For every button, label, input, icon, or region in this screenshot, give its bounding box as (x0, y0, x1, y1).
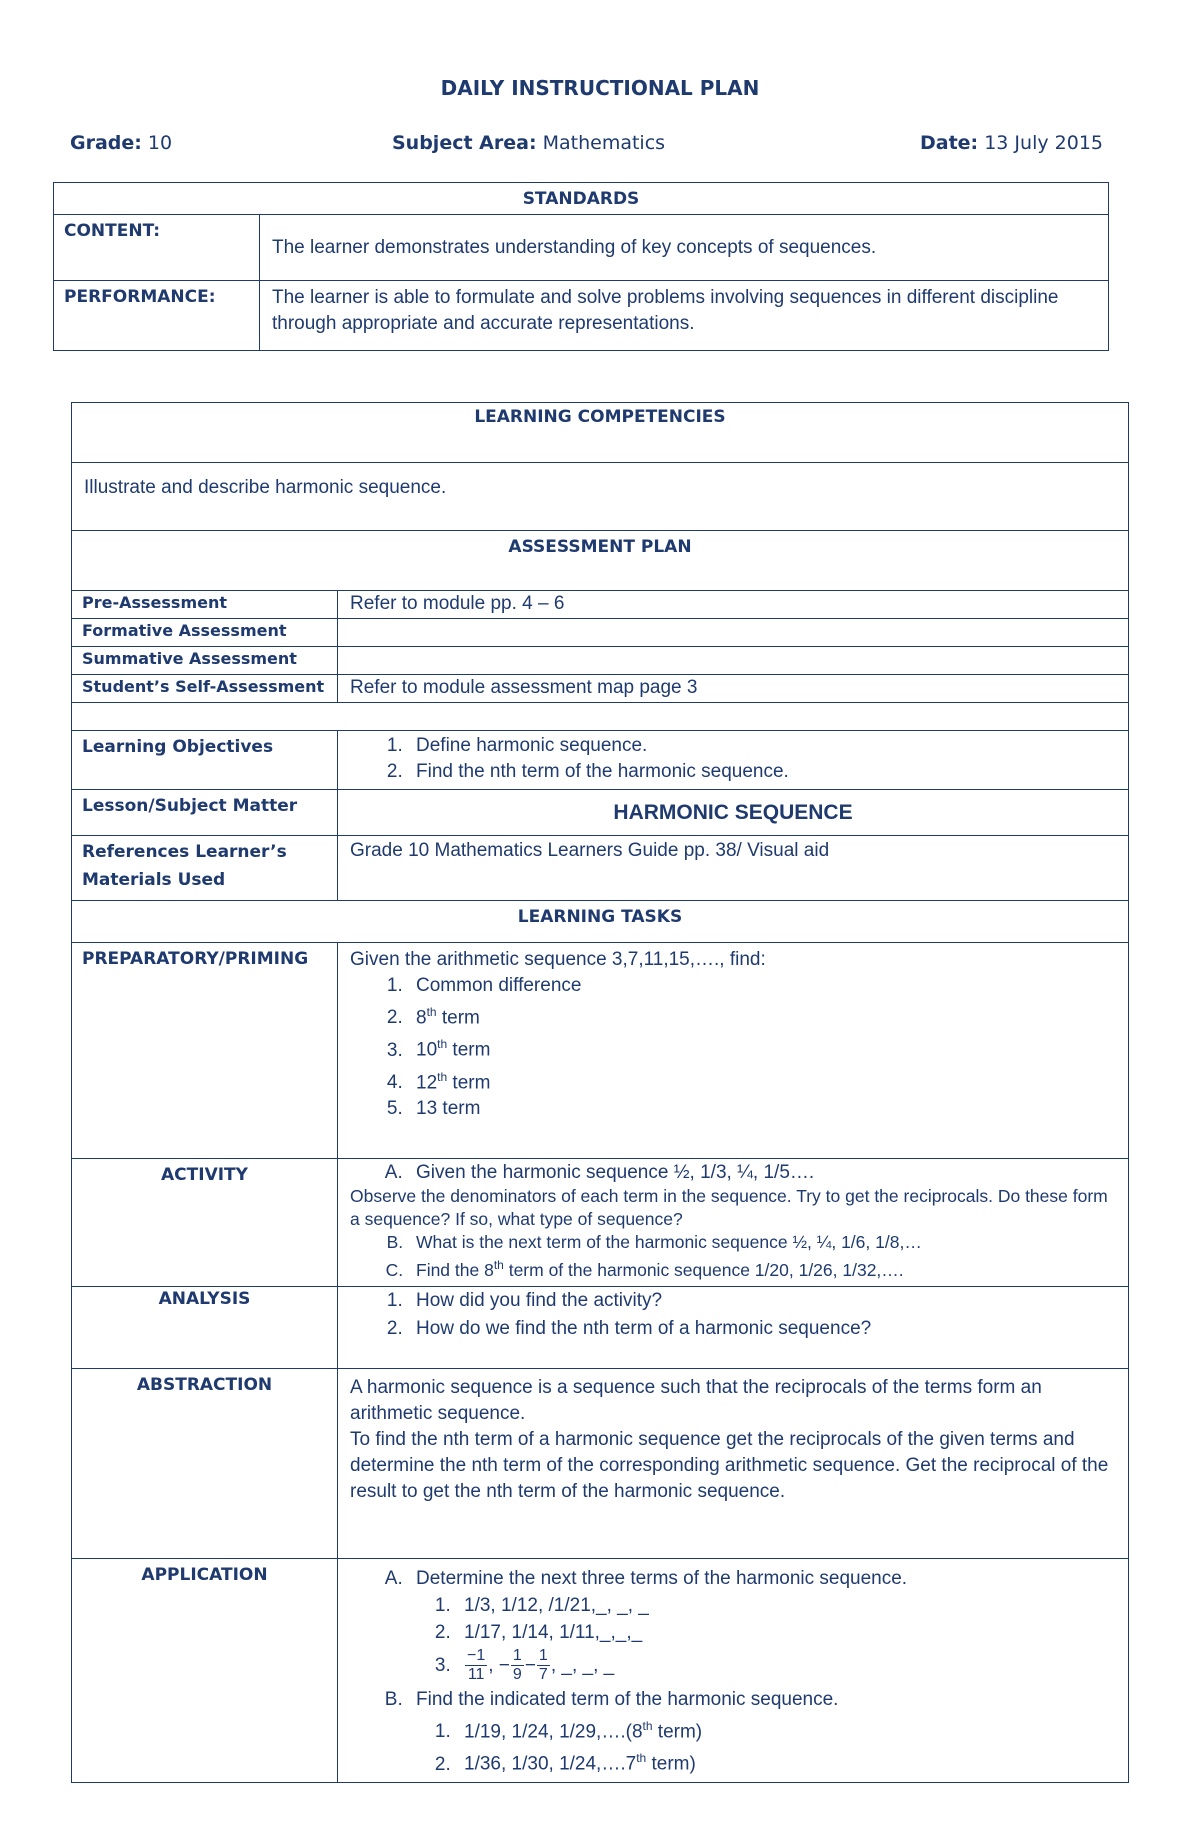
fraction-denominator: 9 (512, 1666, 522, 1684)
application-list (350, 1565, 1116, 1778)
plan-table (71, 402, 1129, 1783)
application-item-text: Determine the next three terms of the harmonic sequence. (416, 1568, 908, 1589)
fraction-tail: , _, _, _ (550, 1655, 615, 1676)
performance-text: The learner is able to formulate and solve problems involving sequences in different discipline through appropriate and accurate representations. (260, 281, 1109, 351)
objectives-list (338, 733, 1116, 785)
application-subitem (456, 1713, 1116, 1745)
ordinal-suffix: th (493, 1258, 504, 1272)
application-cell (338, 1559, 1129, 1783)
fraction (511, 1647, 524, 1684)
self-assessment-label: Student’s Self-Assessment (72, 675, 338, 703)
pre-assessment-value: Refer to module pp. 4 – 6 (338, 591, 1129, 619)
ordinal-suffix: th (642, 1719, 653, 1733)
application-subitem-text: 1/19, 1/24, 1/29,….(8 (464, 1721, 643, 1743)
fraction-separator: − (524, 1655, 536, 1676)
preparatory-intro: Given the arithmetic sequence 3,7,11,15,…., find: (350, 949, 766, 970)
ordinal-suffix: th (437, 1037, 448, 1052)
preparatory-item (408, 973, 1116, 999)
preparatory-item (408, 1031, 1116, 1063)
application-subitem: 2. 1/17, 1/14, 1/11,_,_,_ (456, 1619, 1116, 1646)
preparatory-item-text: term (447, 1039, 491, 1061)
preparatory-item (408, 1096, 1116, 1122)
preparatory-item-text: 12 (416, 1071, 438, 1093)
fraction-denominator: 11 (467, 1666, 485, 1684)
content-label: CONTENT: (54, 215, 260, 281)
application-label: APPLICATION (72, 1559, 338, 1783)
formative-assessment-label: Formative Assessment (72, 619, 338, 647)
abstraction-label: ABSTRACTION (72, 1369, 338, 1559)
references-label: References Learner’s Materials Used (72, 836, 338, 901)
application-subitem-text: term) (646, 1753, 696, 1775)
preparatory-cell (338, 943, 1129, 1159)
formative-assessment-value (338, 619, 1129, 647)
abstraction-paragraph: A harmonic sequence is a sequence such that the reciprocals of the terms form an arithmetic sequence. (350, 1377, 1042, 1424)
abstraction-cell (338, 1369, 1129, 1559)
activity-cell (338, 1159, 1129, 1287)
performance-label: PERFORMANCE: (54, 281, 260, 351)
application-item-b (408, 1686, 1116, 1778)
pre-assessment-label: Pre-Assessment (72, 591, 338, 619)
objective-item: 1. Define harmonic sequence. (408, 733, 1116, 759)
spacer-row (72, 703, 1129, 731)
analysis-item: 1. How did you find the activity? (408, 1287, 1116, 1315)
subject-field (392, 132, 665, 154)
preparatory-item (408, 1064, 1116, 1096)
preparatory-label: PREPARATORY/PRIMING (72, 943, 338, 1159)
page-title: DAILY INSTRUCTIONAL PLAN (440, 76, 760, 100)
objectives-label: Learning Objectives (72, 731, 338, 790)
activity-item-b: B. What is the next term of the harmonic sequence ½, ¼, 1/6, 1/8,… (408, 1231, 1116, 1254)
grade-value: 10 (147, 132, 173, 154)
date-label: Date: (920, 132, 979, 154)
abstraction-paragraph: To find the nth term of a harmonic sequence get the reciprocals of the given terms and determine the nth term of the corresponding arithmetic sequence. Get the reciprocal of the result to get the nth term of the harmonic sequence. (350, 1429, 1109, 1502)
objective-item: 2. Find the nth term of the harmonic sequence. (408, 759, 1116, 785)
activity-item-text: Find the 8 (416, 1259, 494, 1280)
preparatory-item-text: 13 term (416, 1097, 481, 1119)
grade-field (70, 132, 172, 154)
activity-observe: Observe the denominators of each term in the sequence. Try to get the reciprocals. Do these form a sequence? If so, what type of sequence? (350, 1186, 1108, 1229)
standards-table (53, 182, 1109, 351)
preparatory-list (350, 973, 1116, 1122)
fraction (465, 1647, 487, 1684)
summative-assessment-label: Summative Assessment (72, 647, 338, 675)
application-sublist-b (416, 1713, 1116, 1778)
application-subitem: 1. 1/3, 1/12, /1/21,_, _, _ (456, 1592, 1116, 1619)
date-value: 13 July 2015 (984, 132, 1103, 154)
summative-assessment-value (338, 647, 1129, 675)
assessment-header: ASSESSMENT PLAN (72, 531, 1129, 591)
lesson-label: Lesson/Subject Matter (72, 790, 338, 836)
analysis-list (350, 1287, 1116, 1343)
grade-label: Grade: (70, 132, 142, 154)
subject-value: Mathematics (542, 132, 666, 154)
ordinal-suffix: th (437, 1069, 448, 1084)
application-subitem (456, 1745, 1116, 1777)
content-text: The learner demonstrates understanding of key concepts of sequences. (260, 215, 1109, 281)
references-value: Grade 10 Mathematics Learners Guide pp. 38/ Visual aid (338, 836, 1129, 901)
ordinal-suffix: th (636, 1751, 647, 1766)
analysis-cell (338, 1287, 1129, 1369)
preparatory-item-text: 8 (416, 1007, 427, 1029)
application-item-text: Find the indicated term of the harmonic sequence. (416, 1689, 839, 1710)
fraction-numerator: 1 (512, 1647, 522, 1665)
date-field (920, 132, 1103, 154)
activity-list-a (350, 1161, 1116, 1185)
activity-item-c (408, 1254, 1116, 1282)
lesson-value: HARMONIC SEQUENCE (338, 790, 1129, 836)
objectives-list-cell (338, 731, 1129, 790)
activity-label: ACTIVITY (72, 1159, 338, 1287)
analysis-item: 2. How do we find the nth term of a harmonic sequence? (408, 1315, 1116, 1343)
application-sublist-a (416, 1592, 1116, 1686)
subject-label: Subject Area: (392, 132, 537, 154)
fraction-separator: , − (488, 1655, 510, 1676)
activity-item-text: term of the harmonic sequence 1/20, 1/26, 1/32,…. (503, 1259, 904, 1280)
activity-list-bc (350, 1231, 1116, 1282)
activity-item-a: A. Given the harmonic sequence ½, 1/3, ¼, 1/5…. (408, 1161, 1116, 1185)
standards-header: STANDARDS (54, 183, 1109, 215)
fraction-numerator: 1 (538, 1647, 548, 1665)
application-item-a (408, 1565, 1116, 1686)
preparatory-item-text: 10 (416, 1039, 438, 1061)
preparatory-item-text: term (447, 1071, 491, 1093)
preparatory-item-text: Common difference (416, 975, 582, 996)
self-assessment-value: Refer to module assessment map page 3 (338, 675, 1129, 703)
analysis-label: ANALYSIS (72, 1287, 338, 1369)
ordinal-suffix: th (426, 1005, 437, 1019)
fraction-denominator: 7 (538, 1666, 548, 1684)
fraction-numerator: 3. −1 (467, 1647, 486, 1665)
application-subitem-text: term) (652, 1721, 703, 1743)
fraction (537, 1647, 550, 1684)
competencies-text: Illustrate and describe harmonic sequence. (72, 463, 1129, 531)
preparatory-item (408, 999, 1116, 1031)
competencies-header: LEARNING COMPETENCIES (72, 403, 1129, 463)
preparatory-item-text: term (436, 1007, 480, 1029)
application-subitem-text: 1/36, 1/30, 1/24,….7 (464, 1753, 637, 1775)
learning-tasks-header: LEARNING TASKS (72, 901, 1129, 943)
application-subitem (456, 1646, 1116, 1686)
